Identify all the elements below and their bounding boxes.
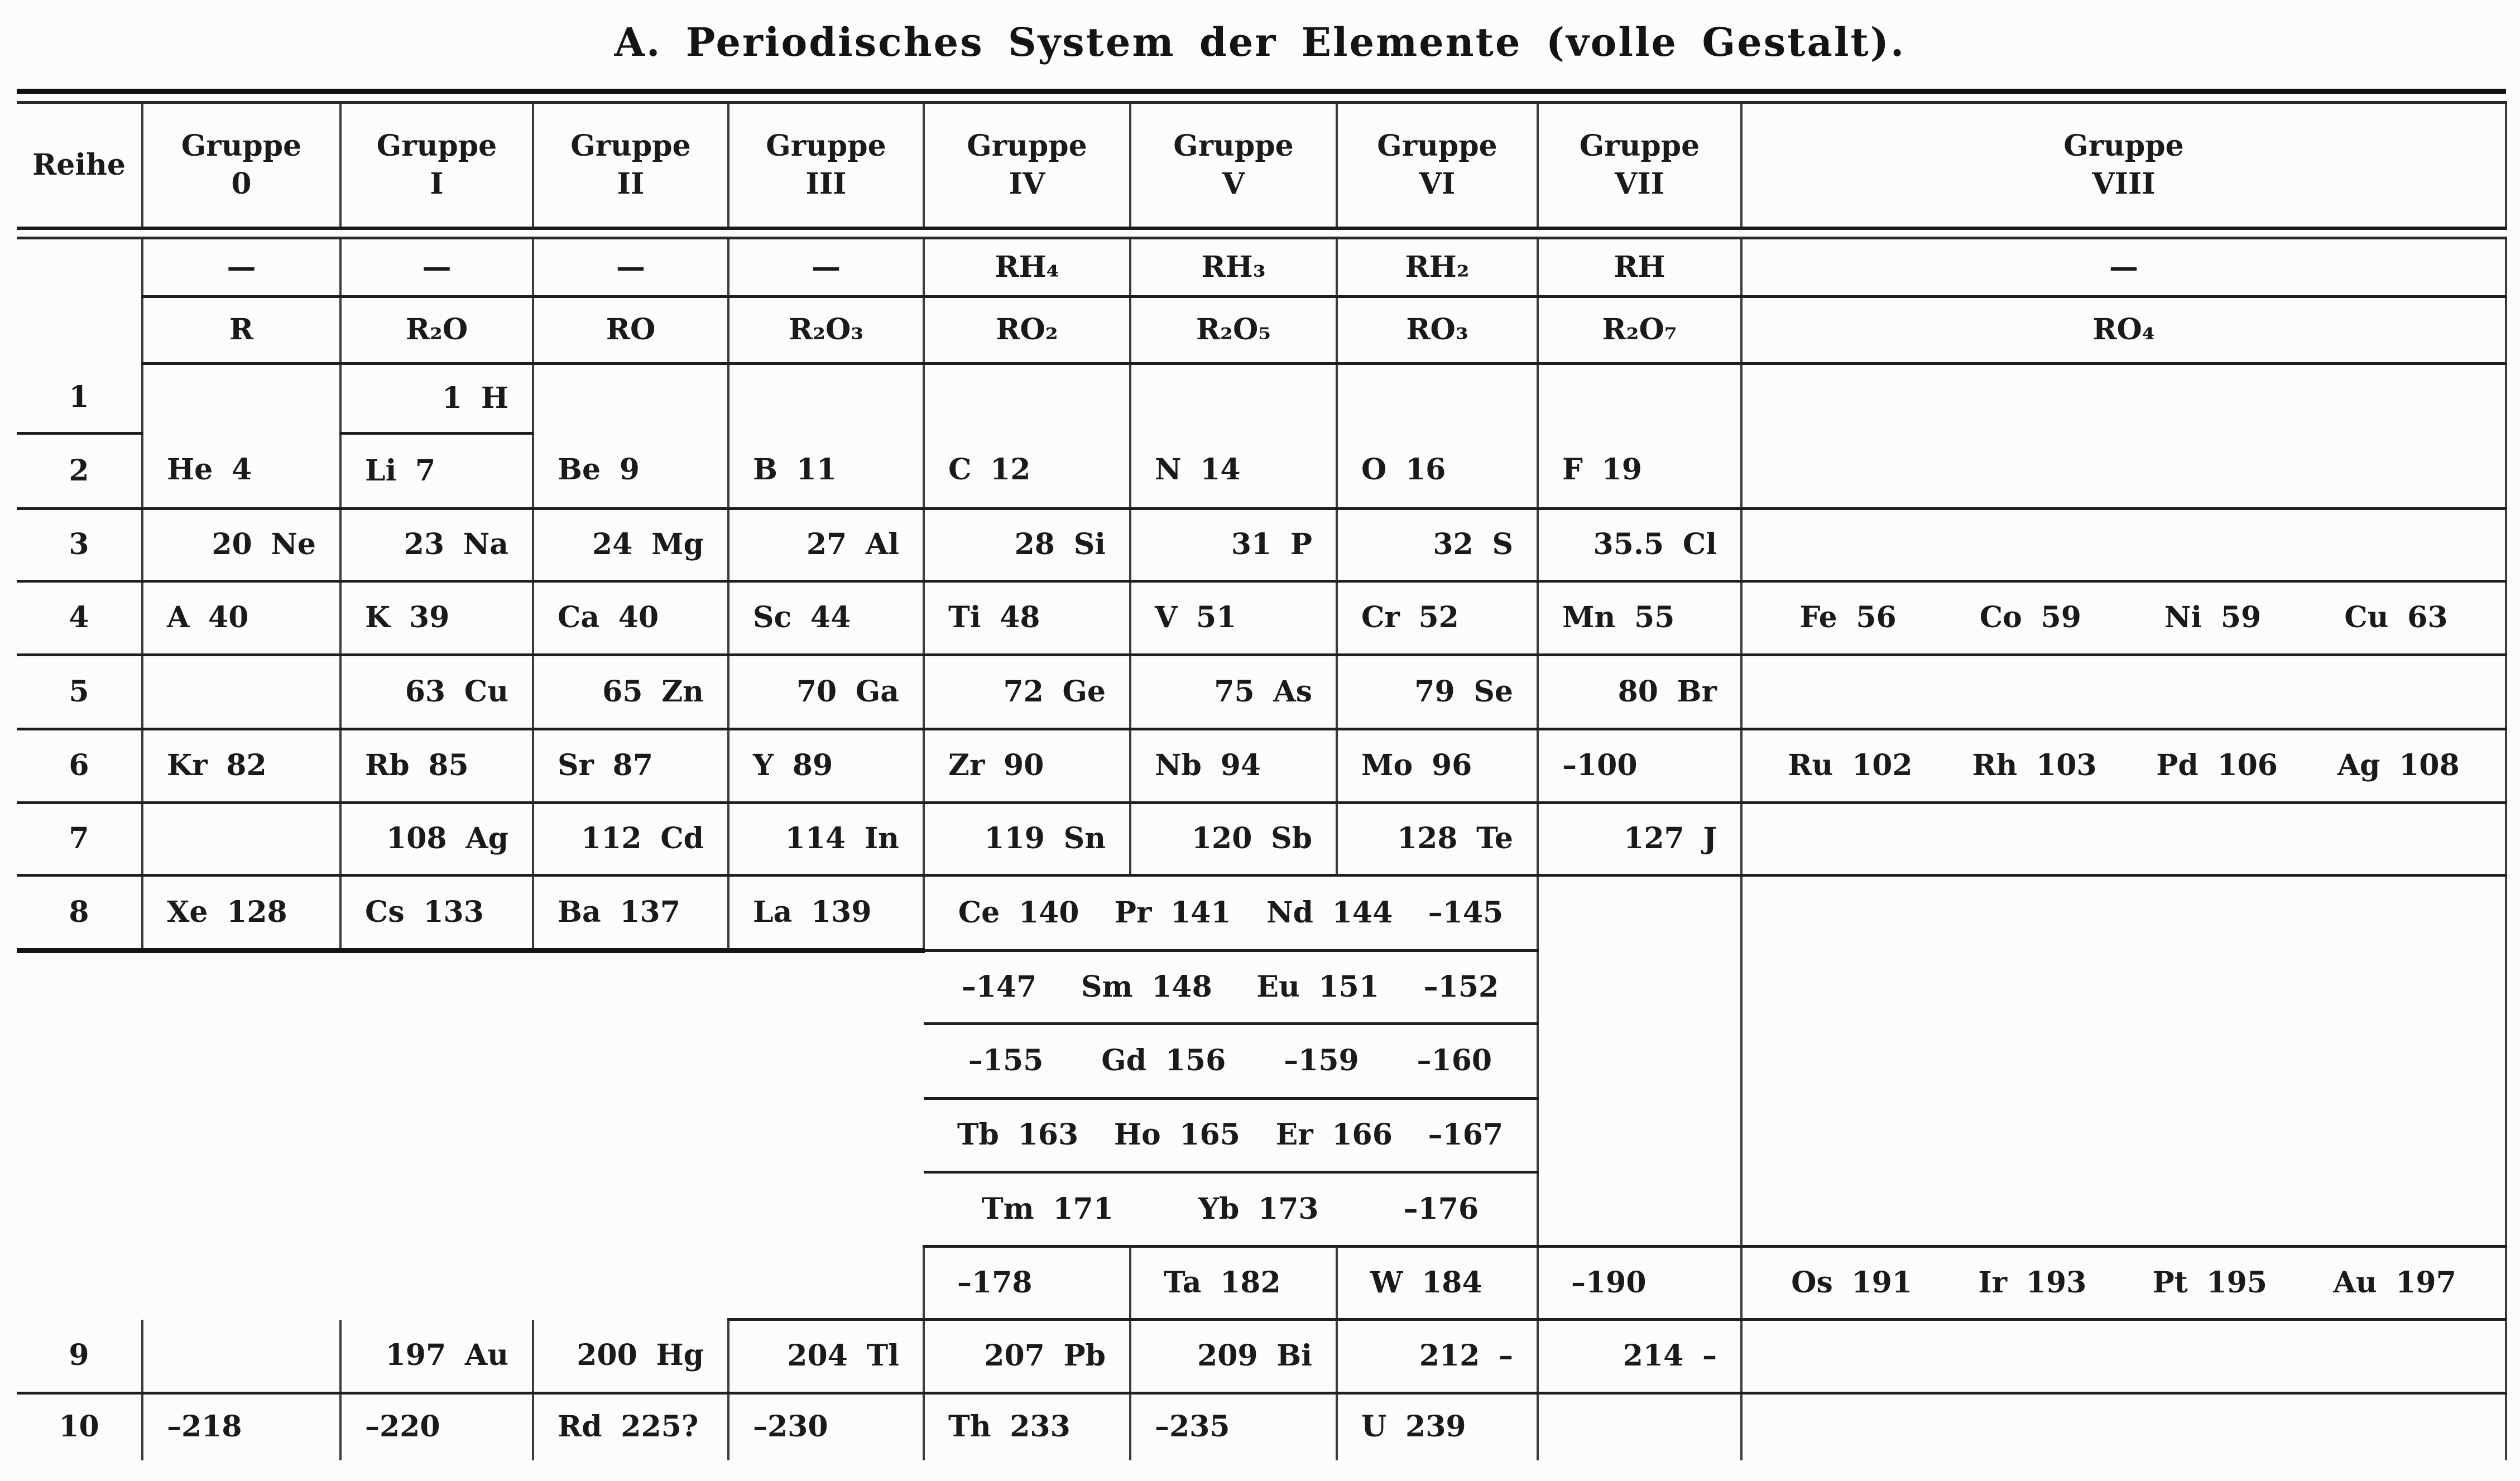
cell-s5-g3: 70 Ga <box>728 655 924 729</box>
cell-s5-g6: 79 Se <box>1337 655 1538 729</box>
empty-cell <box>728 1247 924 1320</box>
cell-s2-g1: Li 7 <box>340 434 533 509</box>
empty-cell <box>1741 509 2506 581</box>
header-row <box>17 103 2506 228</box>
gruppe-numeral: I <box>430 166 444 201</box>
empty-reihe-cell <box>17 238 142 364</box>
empty-cell <box>1741 655 2506 729</box>
gruppe-label: Gruppe <box>1173 129 1294 164</box>
gruppe-numeral: IV <box>1009 166 1045 201</box>
cell-s2-g5: N 14 <box>1130 434 1337 509</box>
cell-s6-g2: Sr 87 <box>533 729 728 803</box>
gruppe-numeral: II <box>617 166 645 201</box>
reihe-6: 6 <box>17 729 142 803</box>
header-double-rule <box>17 228 2506 238</box>
element-entry: Eu 151 <box>1256 969 1380 1004</box>
cell-tr-g6: W 184 <box>1337 1247 1538 1320</box>
header-gruppe-7 <box>1538 103 1741 228</box>
element-entry: –147 <box>961 969 1037 1004</box>
cell-s6-g4: Zr 90 <box>924 729 1130 803</box>
oxide-g3: R₂O₃ <box>728 297 924 364</box>
open-margin <box>17 1024 728 1099</box>
series-8-row <box>17 876 2506 951</box>
cell-s7-g4: 119 Sn <box>924 803 1130 876</box>
open-margin <box>17 951 728 1024</box>
header-gruppe-8 <box>1741 103 2506 228</box>
series-6-row <box>17 729 2506 803</box>
empty-cell <box>1337 364 1538 434</box>
gruppe-label: Gruppe <box>766 129 886 164</box>
page-title: A. Periodisches System der Elemente (volle Gestalt). <box>614 19 1906 65</box>
hydride-g1: — <box>340 238 533 297</box>
element-entry: Co 59 <box>1979 600 2081 635</box>
element-entry: Yb 173 <box>1198 1191 1319 1226</box>
empty-cell <box>1741 803 2506 876</box>
series-4-row <box>17 581 2506 655</box>
element-entry: Ce 140 <box>958 895 1079 930</box>
element-entry: Cu 63 <box>2344 600 2448 635</box>
header-gruppe-6 <box>1337 103 1538 228</box>
oxide-g1: R₂O <box>340 297 533 364</box>
series-10-row <box>17 1393 2506 1460</box>
reihe-8: 8 <box>17 876 142 951</box>
gruppe-label: Gruppe <box>967 129 1087 164</box>
cell-s6-g5: Nb 94 <box>1130 729 1337 803</box>
cell-s10-g6: U 239 <box>1337 1393 1538 1460</box>
series-7-row <box>17 803 2506 876</box>
header-gruppe-4 <box>924 103 1130 228</box>
element-entry: Ir 193 <box>1978 1265 2087 1300</box>
reihe-4: 4 <box>17 581 142 655</box>
element-entry: Os 191 <box>1791 1265 1912 1300</box>
element-entry: Ag 108 <box>2337 748 2460 783</box>
empty-cell <box>533 364 728 434</box>
oxide-g5: R₂O₅ <box>1130 297 1337 364</box>
gruppe-label: Gruppe <box>181 129 302 164</box>
empty-cell <box>728 364 924 434</box>
element-entry: Ho 165 <box>1113 1118 1240 1152</box>
gruppe-numeral: V <box>1222 166 1245 201</box>
header-reihe: Reihe <box>17 103 142 228</box>
series-9-row <box>17 1320 2506 1393</box>
reihe-10: 10 <box>17 1393 142 1460</box>
element-entry: –155 <box>968 1044 1044 1078</box>
cell-s3-g5: 31 P <box>1130 509 1337 581</box>
cell-s4-g6: Cr 52 <box>1337 581 1538 655</box>
element-entry: Pd 106 <box>2156 748 2278 783</box>
cell-s7-g7: 127 J <box>1538 803 1741 876</box>
cell-s8-g0: Xe 128 <box>142 876 340 951</box>
lanthanide-row-1 <box>924 876 1538 951</box>
element-entry: –159 <box>1284 1044 1359 1078</box>
gruppe-numeral: VIII <box>2092 166 2156 201</box>
empty-cell <box>1741 364 2506 434</box>
empty-cell <box>728 1099 924 1172</box>
element-entry: Pt 195 <box>2152 1265 2268 1300</box>
cell-s1-hydrogen: 1 H <box>340 364 533 434</box>
lanthanide-cells <box>924 1099 1538 1172</box>
empty-cell <box>1130 364 1337 434</box>
lanthanide-cells <box>924 951 1538 1024</box>
element-entry: Tb 163 <box>957 1118 1079 1152</box>
lanthanide-cells <box>924 1172 1538 1247</box>
cell-s2-g3: B 11 <box>728 434 924 509</box>
rule-line <box>17 92 2506 103</box>
cell-s8-g3: La 139 <box>728 876 924 951</box>
cell-s10-g1: –220 <box>340 1393 533 1460</box>
cell-s7-g3: 114 In <box>728 803 924 876</box>
element-entry: Er 166 <box>1275 1118 1393 1152</box>
cell-s10-g2: Rd 225? <box>533 1393 728 1460</box>
cell-s3-g2: 24 Mg <box>533 509 728 581</box>
element-entry: Pr 141 <box>1114 895 1231 930</box>
cell-s9-g2: 200 Hg <box>533 1320 728 1393</box>
reihe-2: 2 <box>17 434 142 509</box>
cell-tr-g4: –178 <box>924 1247 1130 1320</box>
gruppe-label: Gruppe <box>376 129 497 164</box>
series-5-row <box>17 655 2506 729</box>
empty-cell <box>924 364 1130 434</box>
empty-cell <box>1741 434 2506 509</box>
cell-s2-g4: C 12 <box>924 434 1130 509</box>
element-entry: Rh 103 <box>1972 748 2097 783</box>
periodic-system-table <box>17 89 2507 1460</box>
empty-cell <box>1741 1393 2506 1460</box>
gruppe-numeral: III <box>805 166 847 201</box>
gruppe-numeral: 0 <box>231 166 252 201</box>
oxide-g4: RO₂ <box>924 297 1130 364</box>
oxide-g0: R <box>142 297 340 364</box>
header-gruppe-1 <box>340 103 533 228</box>
cell-s3-g3: 27 Al <box>728 509 924 581</box>
gruppe-numeral: VII <box>1615 166 1664 201</box>
open-margin <box>17 1099 728 1172</box>
hydride-g8: — <box>1741 238 2506 297</box>
reihe-5: 5 <box>17 655 142 729</box>
header-gruppe-5 <box>1130 103 1337 228</box>
gruppe-numeral: VI <box>1419 166 1456 201</box>
cell-s9-g1: 197 Au <box>340 1320 533 1393</box>
empty-cell <box>1538 1393 1741 1460</box>
cell-s2-g0: He 4 <box>142 434 340 509</box>
hydride-g4: RH₄ <box>924 238 1130 297</box>
lanthanide-cells <box>924 1024 1538 1099</box>
cell-s6-g0: Kr 82 <box>142 729 340 803</box>
header-gruppe-3 <box>728 103 924 228</box>
cell-s6-g3: Y 89 <box>728 729 924 803</box>
cell-s3-g4: 28 Si <box>924 509 1130 581</box>
cell-s6-group8 <box>1741 729 2506 803</box>
reihe-1: 1 <box>17 364 142 434</box>
element-entry: Fe 56 <box>1799 600 1897 635</box>
cell-s4-g4: Ti 48 <box>924 581 1130 655</box>
cell-s4-g7: Mn 55 <box>1538 581 1741 655</box>
element-entry: –152 <box>1423 969 1499 1004</box>
cell-s10-g0: –218 <box>142 1393 340 1460</box>
open-margin <box>17 1247 728 1320</box>
element-entry: –167 <box>1428 1118 1504 1152</box>
transition-row <box>17 1247 2506 1320</box>
open-margin <box>17 1172 728 1247</box>
cell-s7-g6: 128 Te <box>1337 803 1538 876</box>
oxide-g6: RO₃ <box>1337 297 1538 364</box>
series-2-row <box>17 434 2506 509</box>
empty-cell <box>728 1172 924 1247</box>
empty-cell <box>1741 1320 2506 1393</box>
element-entry: –145 <box>1428 895 1504 930</box>
cell-s2-g7: F 19 <box>1538 434 1741 509</box>
element-entry: Nd 144 <box>1266 895 1393 930</box>
cell-s7-g2: 112 Cd <box>533 803 728 876</box>
top-double-rule <box>17 92 2506 103</box>
empty-cell <box>728 1024 924 1099</box>
cell-s9-g3: 204 Tl <box>728 1320 924 1393</box>
cell-s6-g1: Rb 85 <box>340 729 533 803</box>
header-gruppe-2 <box>533 103 728 228</box>
cell-s3-g1: 23 Na <box>340 509 533 581</box>
empty-cell <box>1538 364 1741 434</box>
cell-tr-g7: –190 <box>1538 1247 1741 1320</box>
cell-tr-group8 <box>1741 1247 2506 1320</box>
cell-s4-g1: K 39 <box>340 581 533 655</box>
reihe-9: 9 <box>17 1320 142 1393</box>
gruppe-label: Gruppe <box>1579 129 1700 164</box>
cell-s9-g7: 214 – <box>1538 1320 1741 1393</box>
gruppe-label: Gruppe <box>570 129 691 164</box>
cell-s3-g6: 32 S <box>1337 509 1538 581</box>
empty-group8-span <box>1741 876 2506 1247</box>
cell-s8-g2: Ba 137 <box>533 876 728 951</box>
hydride-g0: — <box>142 238 340 297</box>
hydride-g2: — <box>533 238 728 297</box>
oxide-g7: R₂O₇ <box>1538 297 1741 364</box>
empty-cell <box>142 655 340 729</box>
rule-line <box>17 228 2506 238</box>
oxide-g8: RO₄ <box>1741 297 2506 364</box>
cell-s9-g5: 209 Bi <box>1130 1320 1337 1393</box>
element-entry: Gd 156 <box>1101 1044 1226 1078</box>
empty-cell <box>142 364 340 434</box>
cell-s6-g6: Mo 96 <box>1337 729 1538 803</box>
gruppe-label: Gruppe <box>1377 129 1497 164</box>
empty-cell <box>728 951 924 1024</box>
cell-tr-g5: Ta 182 <box>1130 1247 1337 1320</box>
cell-s3-g7: 35.5 Cl <box>1538 509 1741 581</box>
empty-group7-span <box>1538 876 1741 1247</box>
cell-s5-g4: 72 Ge <box>924 655 1130 729</box>
element-entry: Tm 171 <box>981 1191 1113 1226</box>
cell-s7-g1: 108 Ag <box>340 803 533 876</box>
hydride-formula-row <box>17 238 2506 297</box>
gruppe-label: Gruppe <box>2063 129 2184 164</box>
empty-cell <box>142 1320 340 1393</box>
element-entry: –176 <box>1403 1191 1479 1226</box>
series-3-row <box>17 509 2506 581</box>
oxide-formula-row <box>17 297 2506 364</box>
element-entry: –160 <box>1417 1044 1492 1078</box>
cell-s9-g4: 207 Pb <box>924 1320 1130 1393</box>
cell-s6-g7: –100 <box>1538 729 1741 803</box>
oxide-g2: RO <box>533 297 728 364</box>
cell-s4-g0: A 40 <box>142 581 340 655</box>
cell-s8-g1: Cs 133 <box>340 876 533 951</box>
reihe-3: 3 <box>17 509 142 581</box>
cell-s10-g4: Th 233 <box>924 1393 1130 1460</box>
cell-s7-g5: 120 Sb <box>1130 803 1337 876</box>
cell-s5-g7: 80 Br <box>1538 655 1741 729</box>
element-entry: Sm 148 <box>1081 969 1212 1004</box>
cell-s4-g3: Sc 44 <box>728 581 924 655</box>
empty-cell <box>142 803 340 876</box>
cell-s10-g5: –235 <box>1130 1393 1337 1460</box>
hydride-g6: RH₂ <box>1337 238 1538 297</box>
cell-s2-g2: Be 9 <box>533 434 728 509</box>
series-1-row <box>17 364 2506 434</box>
cell-s4-group8 <box>1741 581 2506 655</box>
header-gruppe-0 <box>142 103 340 228</box>
reihe-7: 7 <box>17 803 142 876</box>
element-entry: Ru 102 <box>1788 748 1913 783</box>
cell-s3-g0: 20 Ne <box>142 509 340 581</box>
cell-s5-g1: 63 Cu <box>340 655 533 729</box>
cell-s5-g5: 75 As <box>1130 655 1337 729</box>
hydride-g3: — <box>728 238 924 297</box>
hydride-g5: RH₃ <box>1130 238 1337 297</box>
cell-s9-g6: 212 – <box>1337 1320 1538 1393</box>
cell-s2-g6: O 16 <box>1337 434 1538 509</box>
cell-s4-g5: V 51 <box>1130 581 1337 655</box>
cell-s5-g2: 65 Zn <box>533 655 728 729</box>
cell-s10-g3: –230 <box>728 1393 924 1460</box>
hydride-g7: RH <box>1538 238 1741 297</box>
element-entry: Au 197 <box>2333 1265 2456 1300</box>
cell-s4-g2: Ca 40 <box>533 581 728 655</box>
element-entry: Ni 59 <box>2164 600 2262 635</box>
